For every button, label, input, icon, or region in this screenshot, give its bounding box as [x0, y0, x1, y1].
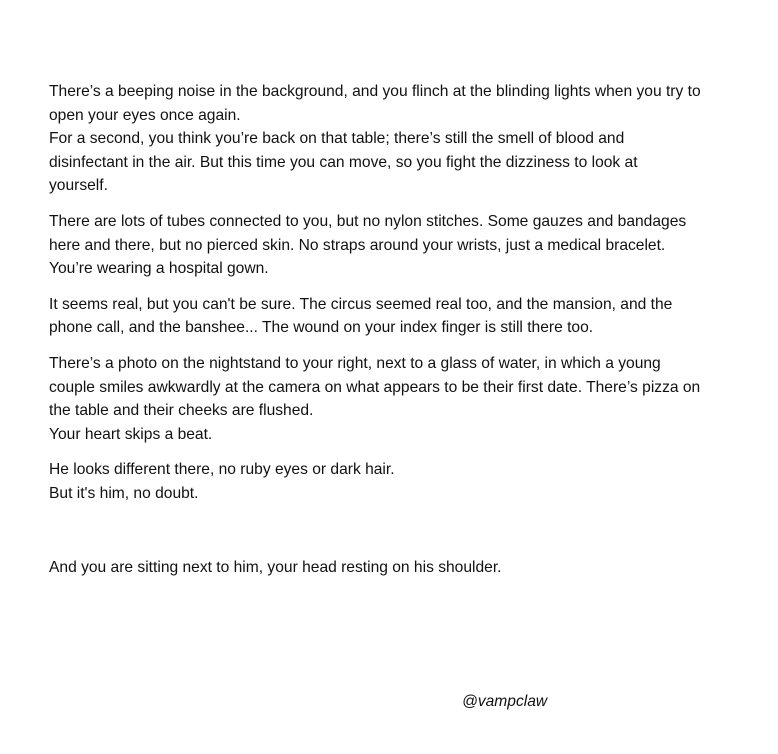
text-line: You’re wearing a hospital gown. [49, 260, 269, 278]
paragraph-2 [49, 210, 749, 281]
text-line: He looks different there, no ruby eyes or dark hair. [49, 461, 395, 479]
text-line: couple smiles awkwardly at the camera on what appears to be their first date. There’s pizza on [49, 378, 701, 396]
paragraph-5 [49, 458, 749, 505]
paragraph-3 [49, 293, 749, 340]
text-line: phone call, and the banshee... The wound on your index finger is still there too. [49, 319, 594, 337]
text-line: the table and their cheeks are flushed. [49, 402, 314, 420]
paragraph-gap [49, 518, 749, 556]
text-line: For a second, you think you’re back on that table; there’s still the smell of blood and [49, 130, 625, 148]
text-line: There’s a beeping noise in the background, and you flinch at the blinding lights when you try to [49, 83, 701, 100]
text-line: disinfectant in the air. But this time you can move, so you fight the dizziness to look at [49, 153, 638, 171]
text-line: open your eyes once again. [49, 106, 241, 124]
text-line: yourself. [49, 177, 108, 195]
paragraph-4 [49, 352, 749, 446]
text-line: But it's him, no doubt. [49, 484, 199, 502]
paragraph-1 [49, 80, 749, 198]
text-line: Your heart skips a beat. [49, 425, 213, 443]
text-line: There are lots of tubes connected to you, but no nylon stitches. Some gauzes and bandages [49, 212, 687, 230]
story-text [49, 80, 749, 591]
text-line: And you are sitting next to him, your head resting on his shoulder. [49, 558, 502, 576]
author-signature: @vampclaw [462, 693, 548, 710]
text-line: It seems real, but you can't be sure. The circus seemed real too, and the mansion, and the [49, 295, 673, 313]
text-line: here and there, but no pierced skin. No straps around your wrists, just a medical bracelet. [49, 236, 666, 254]
paragraph-6 [49, 556, 749, 580]
text-line: There’s a photo on the nightstand to your right, next to a glass of water, in which a young [49, 354, 661, 372]
